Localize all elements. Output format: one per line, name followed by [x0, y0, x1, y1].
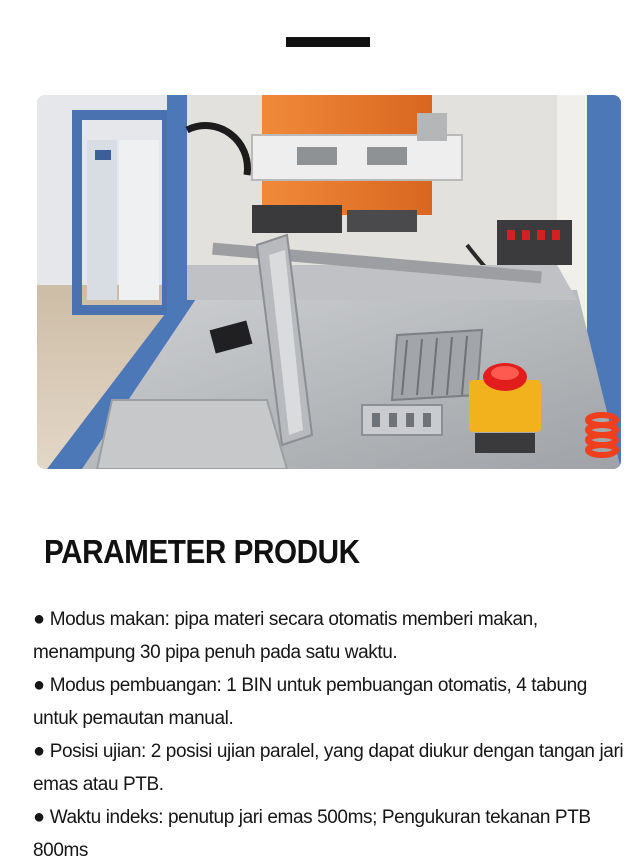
parameter-text: Modus makan: pipa materi secara otomatis memberi makan, menampung 30 pipa penuh pada satu waktu. [33, 609, 538, 663]
bullet-icon: ● [33, 806, 45, 828]
section-divider-bar [286, 37, 370, 47]
machine-illustration [37, 95, 621, 469]
parameter-text: Posisi ujian: 2 posisi ujian paralel, yang dapat diukur dengan tangan jari emas atau PTB. [33, 741, 624, 795]
valve-block [497, 220, 572, 265]
parameter-item [33, 603, 628, 669]
section-title: PARAMETER PRODUK [44, 533, 360, 570]
parameter-item [33, 669, 628, 735]
parameter-text: Waktu indeks: penutup jari emas 500ms; Pengukuran tekanan PTB 800ms [33, 807, 591, 861]
front-tray [97, 400, 287, 469]
bullet-icon: ● [33, 674, 45, 696]
product-photo [37, 95, 621, 469]
parameter-item [33, 801, 628, 867]
bullet-icon: ● [33, 608, 45, 630]
bullet-icon: ● [33, 740, 45, 762]
parameter-item [33, 735, 628, 801]
parameter-list [33, 603, 628, 867]
parameter-text: Modus pembuangan: 1 BIN untuk pembuangan otomatis, 4 tabung untuk pemautan manual. [33, 675, 587, 729]
